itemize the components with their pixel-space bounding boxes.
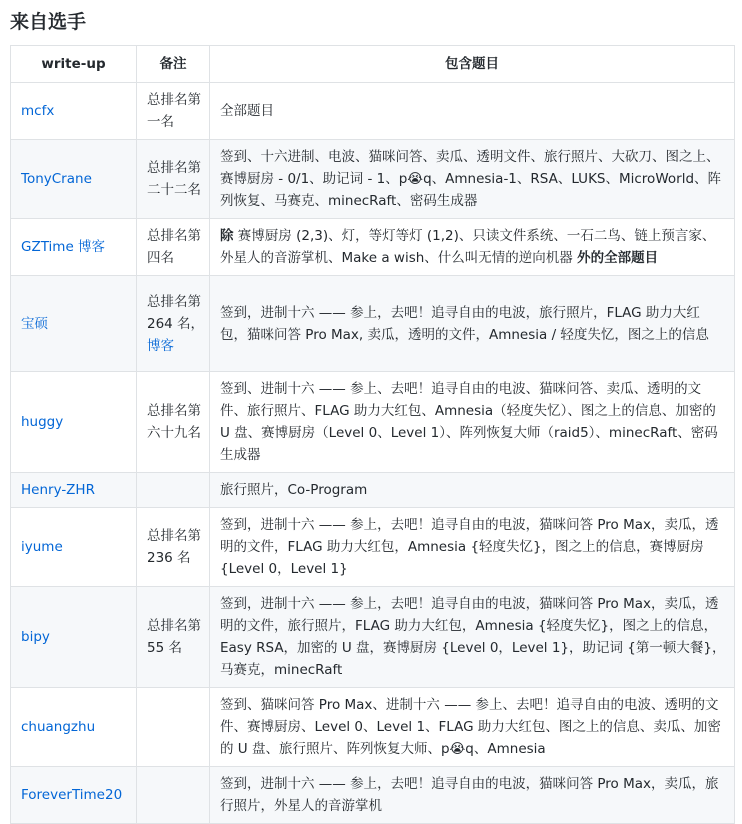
all-label: 外的全部题目 (577, 250, 659, 266)
note-cell (137, 688, 210, 767)
table-row (11, 219, 735, 276)
writeup-link[interactable]: huggy (21, 414, 64, 430)
header-note: 备注 (137, 46, 210, 83)
problems-cell: 全部题目 (210, 83, 735, 140)
table-header-row (11, 46, 735, 83)
note-cell: 总排名第一名 (137, 83, 210, 140)
problems-cell: 签到，进制十六 —— 参上，去吧！追寻自由的电波，猫咪问答 Pro Max，卖瓜，透明的文件，FLAG 助力大红包，Amnesia {轻度失忆}，图之上的信息，赛博厨房 {Level 0，Level 1} (210, 508, 735, 587)
writeup-link[interactable]: iyume (21, 539, 63, 555)
header-problems: 包含题目 (210, 46, 735, 83)
table-row (11, 508, 735, 587)
note-cell: 总排名第四名 (137, 219, 210, 276)
table-row (11, 140, 735, 219)
writeup-link[interactable]: ForeverTime20 (21, 787, 123, 803)
problems-cell: 签到、进制十六 —— 参上、去吧！追寻自由的电波、猫咪问答、卖瓜、透明的文件、旅行照片、FLAG 助力大红包、Amnesia（轻度失忆）、图之上的信息、加密的 U 盘、赛博厨房（Level 0、Level 1）、阵列恢复大师（raid5）、minecRaft、密码生成器 (210, 372, 735, 473)
table-row (11, 767, 735, 824)
section-title: 来自选手 (10, 11, 87, 33)
note-text: 总排名第 264 名， (147, 293, 205, 332)
writeup-link[interactable]: mcfx (21, 103, 55, 119)
problems-cell (210, 219, 735, 276)
problems-cell: 签到、猫咪问答 Pro Max、进制十六 —— 参上、去吧！追寻自由的电波、透明的文件、赛博厨房、Level 0、Level 1、FLAG 助力大红包、图之上的信息、卖瓜、加密的 U 盘、旅行照片、阵列恢复大师、p😭q、Amnesia (210, 688, 735, 767)
note-cell: 总排名第六十九名 (137, 372, 210, 473)
note-cell: 总排名第 55 名 (137, 587, 210, 688)
table-row (11, 83, 735, 140)
header-writeup: write-up (11, 46, 137, 83)
blog-link[interactable]: 博客 (147, 337, 174, 354)
problems-cell: 签到，进制十六 —— 参上，去吧！追寻自由的电波，旅行照片，FLAG 助力大红包，猫咪问答 Pro Max, 卖瓜，透明的文件，Amnesia / 轻度失忆，图之上的信息 (210, 276, 735, 372)
table-row (11, 276, 735, 372)
writeup-link[interactable]: bipy (21, 629, 50, 645)
problems-cell: 旅行照片，Co-Program (210, 473, 735, 508)
problems-cell: 签到、十六进制、电波、猫咪问答、卖瓜、透明文件、旅行照片、大砍刀、图之上、赛博厨房 - 0/1、助记词 - 1、p😭q、Amnesia-1、RSA、LUKS、MicroWorld、阵列恢复、马赛克、minecRaft、密码生成器 (210, 140, 735, 219)
table-row (11, 473, 735, 508)
writeup-link[interactable]: Henry-ZHR (21, 482, 95, 498)
note-cell (137, 473, 210, 508)
problems-text: 赛博厨房 (2,3)、灯，等灯等灯 (1,2)、只读文件系统、一石二鸟、链上预言家、外星人的音游掌机、Make a wish、什么叫无情的逆向机器 (220, 228, 716, 266)
problems-cell: 签到，进制十六 —— 参上，去吧！追寻自由的电波，猫咪问答 Pro Max，卖瓜，旅行照片，外星人的音游掌机 (210, 767, 735, 824)
table-row (11, 372, 735, 473)
note-cell: 总排名第 236 名 (137, 508, 210, 587)
note-cell: 总排名第二十二名 (137, 140, 210, 219)
note-cell (137, 276, 210, 372)
except-label: 除 (220, 228, 234, 244)
problems-cell: 签到，进制十六 —— 参上，去吧！追寻自由的电波，猫咪问答 Pro Max，卖瓜，透明的文件，旅行照片，FLAG 助力大红包，Amnesia {轻度失忆}，图之上的信息，Easy RSA，加密的 U 盘，赛博厨房 {Level 0，Level 1}，助记词 {第一顿大餐}，马赛克，minecRaft (210, 587, 735, 688)
writeup-link[interactable]: TonyCrane (21, 171, 92, 187)
table-row (11, 587, 735, 688)
writeup-link[interactable]: chuangzhu (21, 719, 96, 735)
note-cell (137, 767, 210, 824)
writeup-link[interactable]: 宝硕 (21, 315, 48, 332)
table-row (11, 688, 735, 767)
writeup-link[interactable]: GZTime 博客 (21, 239, 106, 255)
writeup-table (10, 45, 735, 824)
